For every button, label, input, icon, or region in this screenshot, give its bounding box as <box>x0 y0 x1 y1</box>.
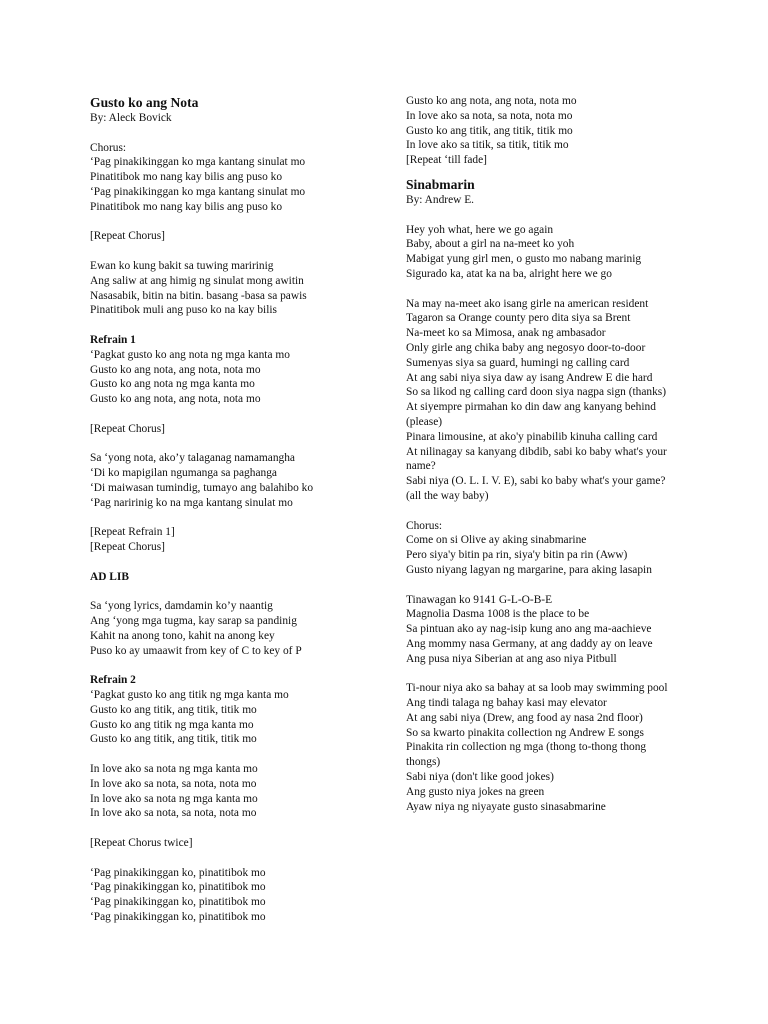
lyric-line: Pinatitibok mo nang kay bilis ang puso ko <box>90 200 283 213</box>
section-heading: AD LIB <box>90 570 129 583</box>
lyric-line: So sa likod ng calling card doon siya nagpa sign (thanks) <box>406 386 667 399</box>
lyric-line: ‘Pag naririnig ko na mga kantang sinulat mo <box>90 496 293 509</box>
lyric-line: Chorus: <box>90 141 127 154</box>
lyric-line: Pinara limousine, at ako'y pinabilib kinuha calling card <box>406 430 658 443</box>
lyric-line: So sa kwarto pinakita collection ng Andrew E songs <box>406 726 644 739</box>
song-author: By: Aleck Bovick <box>90 112 172 124</box>
song-title: Sinabmarin <box>406 176 475 192</box>
lyric-line: ‘Pag pinakikinggan ko, pinatitibok mo <box>90 866 266 879</box>
lyric-line: Ayaw niya ng niyayate gusto sinasabmarine <box>406 800 606 813</box>
lyric-line: [Repeat Chorus] <box>90 230 165 243</box>
lyric-line: Magnolia Dasma 1008 is the place to be <box>406 608 590 621</box>
lyric-line: In love ako sa nota ng mga kanta mo <box>90 792 258 805</box>
lyric-line: ‘Pag pinakikinggan ko, pinatitibok mo <box>90 881 266 894</box>
song-title: Gusto ko ang Nota <box>90 95 199 110</box>
lyric-line: At siyempre pirmahan ko din daw ang kanyang behind (please) <box>406 401 659 428</box>
lyric-line: ‘Pagkat gusto ko ang nota ng mga kanta mo <box>90 348 290 361</box>
lyric-line: Tinawagan ko 9141 G-L-O-B-E <box>406 593 553 606</box>
lyric-line: [Repeat Chorus] <box>90 541 165 554</box>
lyric-line: In love ako sa nota, sa nota, nota mo <box>90 777 257 790</box>
lyric-line: Sa ‘yong lyrics, damdamin ko’y naantig <box>90 600 273 613</box>
lyric-line: Sa ‘yong nota, ako’y talaganag namamangha <box>90 452 295 465</box>
lyric-line: Pinatitibok muli ang puso ko na kay bilis <box>90 304 277 317</box>
lyric-line: Come on si Olive ay aking sinabmarine <box>406 534 587 547</box>
lyric-line: Ang pusa niya Siberian at ang aso niya Pitbull <box>406 652 617 665</box>
lyric-line: Ang ‘yong mga tugma, kay sarap sa pandinig <box>90 615 297 628</box>
lyric-line: Sigurado ka, atat ka na ba, alright here we go <box>406 267 612 280</box>
blank-line <box>90 511 390 526</box>
blank-line <box>90 215 390 230</box>
lyric-line: In love ako sa nota ng mga kanta mo <box>90 763 258 776</box>
blank-line <box>90 747 390 762</box>
lyric-line: ‘Di maiwasan tumindig, tumayo ang balahibo ko <box>90 481 314 494</box>
blank-line <box>90 851 390 866</box>
lyric-line: Chorus: <box>406 519 443 532</box>
lyric-line: ‘Pag pinakikinggan ko, pinatitibok mo <box>90 911 266 924</box>
left-column <box>90 94 390 925</box>
blank-line <box>90 126 390 141</box>
lyric-line: ‘Pag pinakikinggan ko mga kantang sinulat mo <box>90 185 306 198</box>
blank-line <box>406 666 674 681</box>
lyric-line: Na-meet ko sa Mimosa, anak ng ambasador <box>406 327 606 340</box>
lyric-line: Gusto ko ang nota, ang nota, nota mo <box>90 363 261 376</box>
lyric-line: Ti-nour niya ako sa bahay at sa loob may swimming pool <box>406 682 668 695</box>
lyric-line: Sabi niya (O. L. I. V. E), sabi ko baby what's your game? (all the way baby) <box>406 475 669 502</box>
lyrics-body <box>90 126 390 925</box>
lyric-line: [Repeat Chorus] <box>90 422 165 435</box>
lyric-line: Puso ko ay umaawit from key of C to key of P <box>90 644 302 657</box>
blank-line <box>406 282 674 297</box>
lyric-line: Ang mommy nasa Germany, at ang daddy ay on leave <box>406 637 653 650</box>
lyric-line: At ang sabi niya siya daw ay isang Andrew E die hard <box>406 371 653 384</box>
lyric-line: In love ako sa nota, sa nota, nota mo <box>90 807 257 820</box>
song-continuation <box>406 94 674 168</box>
lyric-line: Only girle ang chika baby ang negosyo door-to-door <box>406 341 646 354</box>
lyric-line: At nilinagay sa kanyang dibdib, sabi ko baby what's your name? <box>406 445 670 473</box>
blank-line <box>90 658 390 673</box>
blank-line <box>90 437 390 452</box>
lyric-line: Kahit na anong tono, kahit na anong key <box>90 629 275 642</box>
right-column <box>406 94 674 814</box>
lyric-line: Gusto ko ang titik, ang titik, titik mo <box>90 733 257 746</box>
lyric-line: Ewan ko kung bakit sa tuwing maririnig <box>90 259 274 272</box>
lyric-line: Ang gusto niya jokes na green <box>406 785 545 798</box>
lyric-line: Sa pintuan ako ay nag-isip kung ano ang ma-aachieve <box>406 623 652 636</box>
lyric-line: [Repeat Chorus twice] <box>90 837 193 850</box>
lyric-line: Sabi niya (don't like good jokes) <box>406 771 554 784</box>
lyric-line: ‘Pagkat gusto ko ang titik ng mga kanta mo <box>90 689 289 702</box>
lyric-line: Na may na-meet ako isang girle na american resident <box>406 297 649 310</box>
blank-line <box>90 244 390 259</box>
lyric-line: Ang saliw at ang himig ng sinulat mong awitin <box>90 274 304 287</box>
lyric-line: ‘Pag pinakikinggan ko, pinatitibok mo <box>90 896 266 909</box>
lyric-line: Nasasabik, bitin na bitin. basang -basa sa pawis <box>90 289 307 302</box>
section-heading: Refrain 2 <box>90 674 136 687</box>
blank-line <box>406 208 674 223</box>
song-author: By: Andrew E. <box>406 193 475 206</box>
lyric-line: Hey yoh what, here we go again <box>406 223 554 236</box>
lyric-line: Mabigat yung girl men, o gusto mo nabang marinig <box>406 253 642 266</box>
blank-line <box>90 585 390 600</box>
lyric-line: Gusto ko ang titik, ang titik, titik mo <box>90 703 257 716</box>
lyric-line: ‘Pag pinakikinggan ko mga kantang sinulat mo <box>90 156 306 169</box>
lyric-line: Ang tindi talaga ng bahay kasi may elevator <box>406 697 607 710</box>
blank-line <box>406 504 674 519</box>
lyric-line: ‘Di ko mapigilan ngumanga sa paghanga <box>90 467 277 480</box>
section-heading: Refrain 1 <box>90 333 136 346</box>
lyric-line: Gusto ko ang nota ng mga kanta mo <box>90 378 255 391</box>
lyric-line: Gusto ko ang titik, ang titik, titik mo <box>406 124 573 137</box>
lyric-line: Gusto ko ang titik ng mga kanta mo <box>90 718 254 731</box>
lyric-line: Pinatitibok mo nang kay bilis ang puso ko <box>90 171 283 184</box>
blank-line <box>90 407 390 422</box>
lyric-line: In love ako sa nota, sa nota, nota mo <box>406 109 573 122</box>
lyric-line: Gusto ko ang nota, ang nota, nota mo <box>406 95 577 107</box>
lyric-line: [Repeat ‘till fade] <box>406 154 487 167</box>
lyric-line: Gusto ko ang nota, ang nota, nota mo <box>90 393 261 406</box>
blank-line <box>90 821 390 836</box>
blank-line <box>406 578 674 593</box>
lyric-line: Sumenyas siya sa guard, humingi ng calling card <box>406 356 630 369</box>
lyric-line: Tagaron sa Orange county pero dita siya sa Brent <box>406 312 631 325</box>
blank-line <box>90 318 390 333</box>
lyric-line: Pinakita rin collection ng mga (thong to-thong thong thongs) <box>406 741 649 769</box>
lyrics-body <box>406 208 674 815</box>
lyric-line: [Repeat Refrain 1] <box>90 526 175 539</box>
lyric-line: Pero siya'y bitin pa rin, siya'y bitin pa rin (Aww) <box>406 549 628 562</box>
lyric-line: At ang sabi niya (Drew, ang food ay nasa 2nd floor) <box>406 711 643 724</box>
lyric-line: Gusto niyang lagyan ng margarine, para aking lasapin <box>406 563 652 576</box>
blank-line <box>90 555 390 570</box>
lyric-line: Baby, about a girl na na-meet ko yoh <box>406 238 575 251</box>
lyric-line: In love ako sa titik, sa titik, titik mo <box>406 139 569 152</box>
